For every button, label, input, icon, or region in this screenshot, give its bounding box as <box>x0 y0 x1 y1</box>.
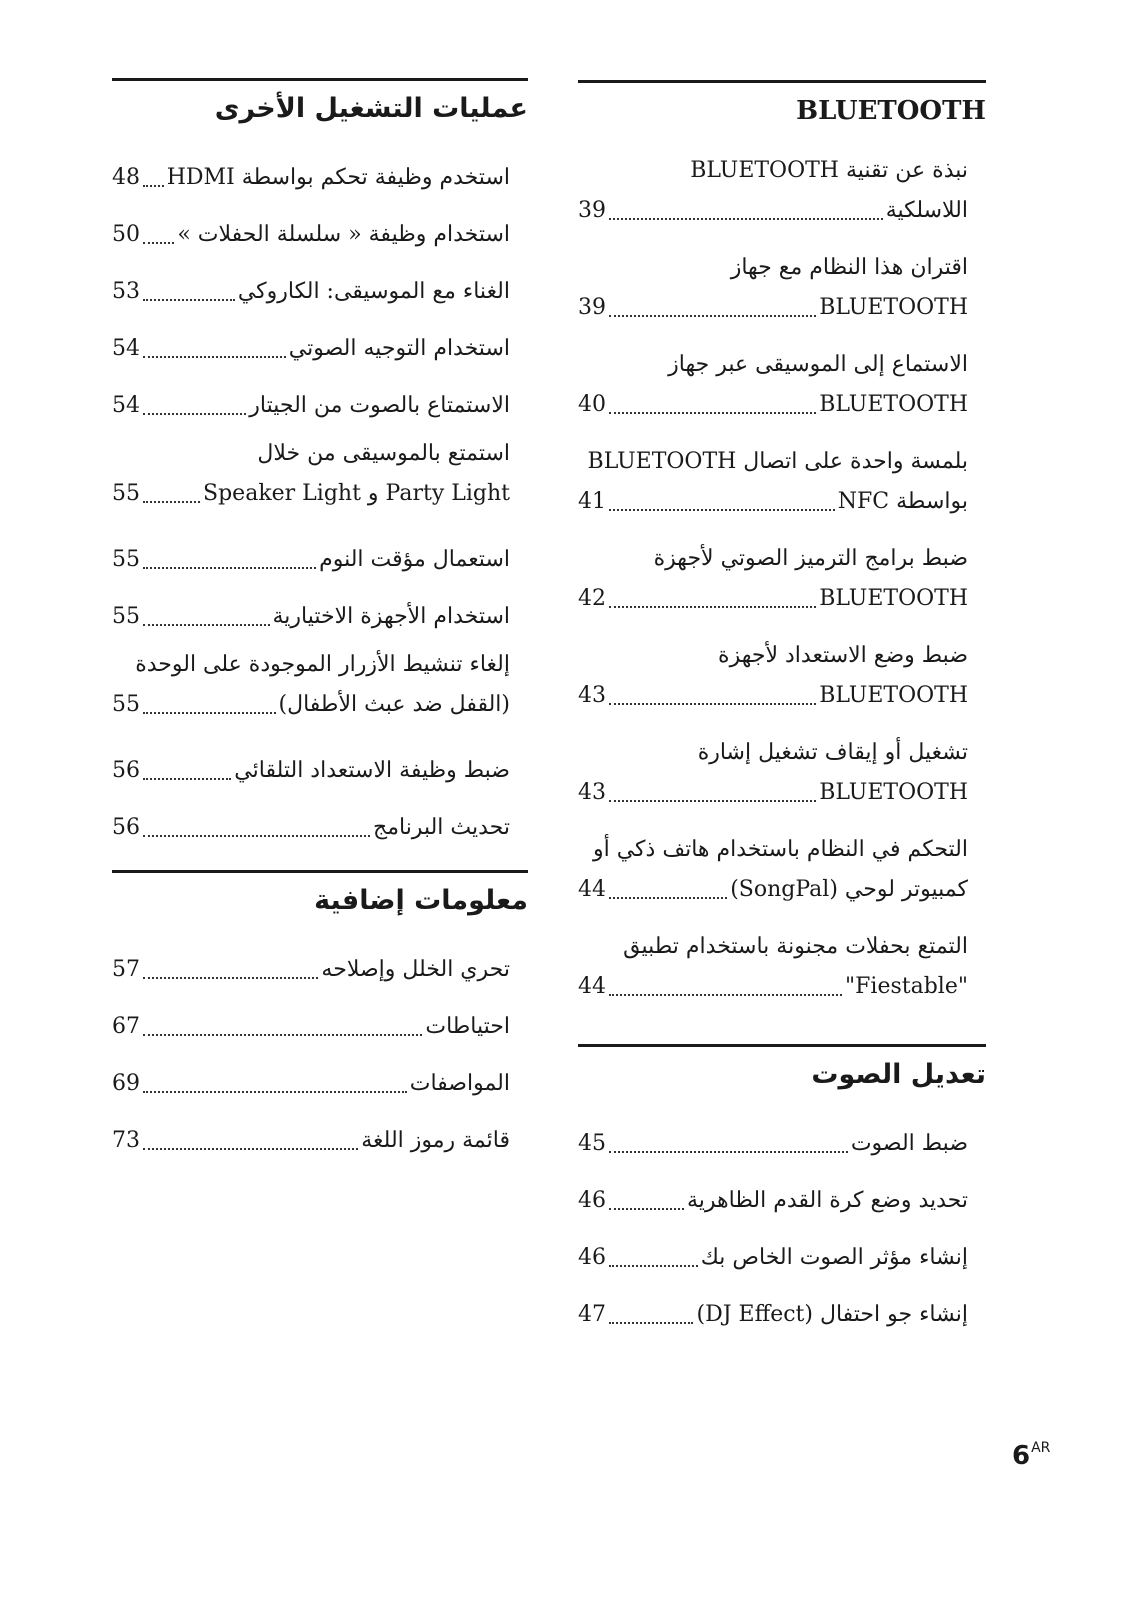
toc-entry-title: اللاسلكية <box>885 198 968 223</box>
toc-entry-title: Party Light و Speaker Light <box>203 481 510 506</box>
toc-entry-title-line: اقتران هذا النظام مع جهاز <box>730 255 968 280</box>
toc-entry[interactable] <box>578 1229 968 1286</box>
toc-page-number: 56 <box>112 814 140 840</box>
dot-leader <box>143 778 231 780</box>
toc-entry[interactable] <box>112 799 510 856</box>
dot-leader <box>143 299 235 301</box>
dot-leader <box>143 242 174 244</box>
dot-leader <box>143 185 164 187</box>
page-number <box>1012 1440 1050 1471</box>
toc-page-number: 55 <box>112 546 140 572</box>
toc-entry[interactable] <box>578 1172 968 1229</box>
section-heading: معلومات إضافية <box>112 870 528 935</box>
dot-leader <box>143 413 246 415</box>
toc-entry-title: إنشاء جو احتفال (DJ Effect) <box>696 1301 968 1327</box>
toc-entry[interactable] <box>112 742 510 799</box>
dot-leader <box>609 412 816 414</box>
dot-leader <box>609 606 816 608</box>
dot-leader <box>609 1322 693 1324</box>
section-heading: عمليات التشغيل الأخرى <box>112 78 528 143</box>
section-heading: BLUETOOTH <box>578 80 986 145</box>
toc-entry[interactable] <box>578 442 968 539</box>
toc-page-number: 43 <box>578 683 606 708</box>
toc-entry-title: تحري الخلل وإصلاحه <box>321 956 510 982</box>
toc-page-number: 69 <box>112 1070 140 1096</box>
toc-page-number: 55 <box>112 481 140 506</box>
dot-leader <box>609 1208 684 1210</box>
toc-entry-title: استخدام وظيفة « سلسلة الحفلات » <box>177 221 510 247</box>
toc-entry-title: BLUETOOTH <box>819 683 968 708</box>
toc-entry-title: BLUETOOTH <box>819 586 968 611</box>
toc-entry[interactable] <box>578 1286 968 1343</box>
toc-page-number: 53 <box>112 278 140 304</box>
dot-leader <box>609 1151 848 1153</box>
toc-entry[interactable] <box>578 636 968 733</box>
toc-entry[interactable] <box>578 248 968 345</box>
dot-leader <box>609 994 842 996</box>
toc-entry[interactable] <box>112 263 510 320</box>
toc-page-number: 40 <box>578 392 606 417</box>
toc-entry[interactable] <box>112 588 510 645</box>
toc-page-number: 46 <box>578 1244 606 1270</box>
toc-page-number: 48 <box>112 164 140 190</box>
toc-entry[interactable] <box>112 998 510 1055</box>
toc-entry-title: BLUETOOTH <box>819 295 968 320</box>
toc-entry-title: قائمة رموز اللغة <box>361 1127 510 1153</box>
toc-left-column <box>112 78 528 1169</box>
toc-entry[interactable] <box>112 941 510 998</box>
toc-page-number: 44 <box>578 974 606 999</box>
dot-leader <box>143 977 318 979</box>
toc-entry-title: إنشاء مؤثر الصوت الخاص بك <box>700 1244 968 1270</box>
toc-entry-title-line: تشغيل أو إيقاف تشغيل إشارة <box>697 740 968 765</box>
toc-section-bluetooth <box>578 80 986 1024</box>
toc-entry-title: استخدم وظيفة تحكم بواسطة HDMI <box>166 164 510 190</box>
page-number-value: 6 <box>1012 1441 1031 1471</box>
toc-entry[interactable] <box>578 151 968 248</box>
dot-leader <box>143 835 370 837</box>
toc-section-other-operations <box>112 78 528 856</box>
toc-page-number: 43 <box>578 780 606 805</box>
toc-page-number: 54 <box>112 335 140 361</box>
toc-page-number: 44 <box>578 877 606 902</box>
toc-entry-title: "Fiestable" <box>845 974 968 999</box>
dot-leader <box>609 315 816 317</box>
toc-entry-title: استخدام التوجيه الصوتي <box>288 335 510 361</box>
toc-entry-title: ضبط الصوت <box>850 1130 968 1156</box>
toc-entry-title: تحديد وضع كرة القدم الظاهرية <box>686 1187 968 1213</box>
dot-leader <box>609 509 835 511</box>
toc-entry[interactable] <box>112 1055 510 1112</box>
page-number-suffix: AR <box>1031 1440 1051 1456</box>
toc-entry-title: استعمال مؤقت النوم <box>319 546 510 572</box>
dot-leader <box>143 1091 407 1093</box>
toc-entry[interactable] <box>112 149 510 206</box>
toc-page-number: 55 <box>112 692 140 717</box>
toc-page-number: 42 <box>578 586 606 611</box>
toc-section-sound-adjustment <box>578 1044 986 1343</box>
toc-entry-title-line: ضبط وضع الاستعداد لأجهزة <box>718 643 968 668</box>
toc-entry-title: المواصفات <box>409 1070 510 1096</box>
toc-page-number: 56 <box>112 757 140 783</box>
toc-entry[interactable] <box>112 320 510 377</box>
toc-page-number: 47 <box>578 1301 606 1327</box>
toc-entry[interactable] <box>112 645 510 742</box>
toc-entry[interactable] <box>112 206 510 263</box>
toc-page-number: 46 <box>578 1187 606 1213</box>
toc-page-number: 41 <box>578 489 606 514</box>
toc-entry-title-line: الاستماع إلى الموسيقى عبر جهاز <box>668 352 968 377</box>
toc-page-number: 50 <box>112 221 140 247</box>
toc-entry-title-line: استمتع بالموسيقى من خلال <box>257 441 510 466</box>
dot-leader <box>143 624 270 626</box>
dot-leader <box>143 501 200 503</box>
dot-leader <box>609 800 816 802</box>
dot-leader <box>143 356 286 358</box>
toc-page-number: 57 <box>112 956 140 982</box>
dot-leader <box>609 897 727 899</box>
toc-entry-title: ضبط وظيفة الاستعداد التلقائي <box>234 757 510 783</box>
toc-entry-title: الاستمتاع بالصوت من الجيتار <box>249 392 510 418</box>
toc-entry-title: احتياطات <box>425 1013 510 1039</box>
dot-leader <box>609 218 883 220</box>
toc-entry[interactable] <box>578 345 968 442</box>
toc-entry-title: بواسطة NFC <box>837 489 968 514</box>
toc-entry-title: BLUETOOTH <box>819 780 968 805</box>
toc-entry[interactable] <box>112 1112 510 1169</box>
toc-section-additional-info <box>112 870 528 1169</box>
toc-page-number: 54 <box>112 392 140 418</box>
toc-page-number: 73 <box>112 1127 140 1153</box>
toc-entry-title: تحديث البرنامج <box>373 814 510 840</box>
toc-page-number: 39 <box>578 198 606 223</box>
dot-leader <box>143 1148 358 1150</box>
toc-entry-title-line: بلمسة واحدة على اتصال BLUETOOTH <box>587 449 968 474</box>
toc-entry[interactable] <box>578 830 968 927</box>
toc-page-number: 55 <box>112 603 140 629</box>
dot-leader <box>143 712 276 714</box>
toc-entry-title: كمبيوتر لوحي (SongPal) <box>730 877 968 902</box>
toc-entry-title: BLUETOOTH <box>819 392 968 417</box>
toc-entry-title-line: التمتع بحفلات مجنونة باستخدام تطبيق <box>623 934 968 959</box>
toc-entry-title: استخدام الأجهزة الاختيارية <box>272 603 510 629</box>
dot-leader <box>609 703 816 705</box>
toc-entry-title-line: إلغاء تنشيط الأزرار الموجودة على الوحدة <box>135 652 510 677</box>
toc-page-number: 45 <box>578 1130 606 1156</box>
toc-entry[interactable] <box>578 733 968 830</box>
toc-right-column <box>578 80 986 1343</box>
toc-entry[interactable] <box>112 377 510 434</box>
toc-entry-title-line: ضبط برامج الترميز الصوتي لأجهزة <box>653 546 968 571</box>
toc-entry[interactable] <box>578 539 968 636</box>
toc-entry-title-line: التحكم في النظام باستخدام هاتف ذكي أو <box>592 837 968 862</box>
toc-entry-title-line: نبذة عن تقنية BLUETOOTH <box>690 158 968 183</box>
toc-entry[interactable] <box>578 1115 968 1172</box>
toc-entry[interactable] <box>112 531 510 588</box>
dot-leader <box>143 1034 422 1036</box>
toc-entry-title: (القفل ضد عبث الأطفال) <box>278 692 510 717</box>
toc-entry[interactable] <box>578 927 968 1024</box>
toc-entry[interactable] <box>112 434 510 531</box>
toc-page-number: 67 <box>112 1013 140 1039</box>
toc-page-number: 39 <box>578 295 606 320</box>
toc-entry-title: الغناء مع الموسيقى: الكاروكي <box>237 278 510 304</box>
dot-leader <box>609 1265 698 1267</box>
section-heading: تعديل الصوت <box>578 1044 986 1109</box>
dot-leader <box>143 567 316 569</box>
